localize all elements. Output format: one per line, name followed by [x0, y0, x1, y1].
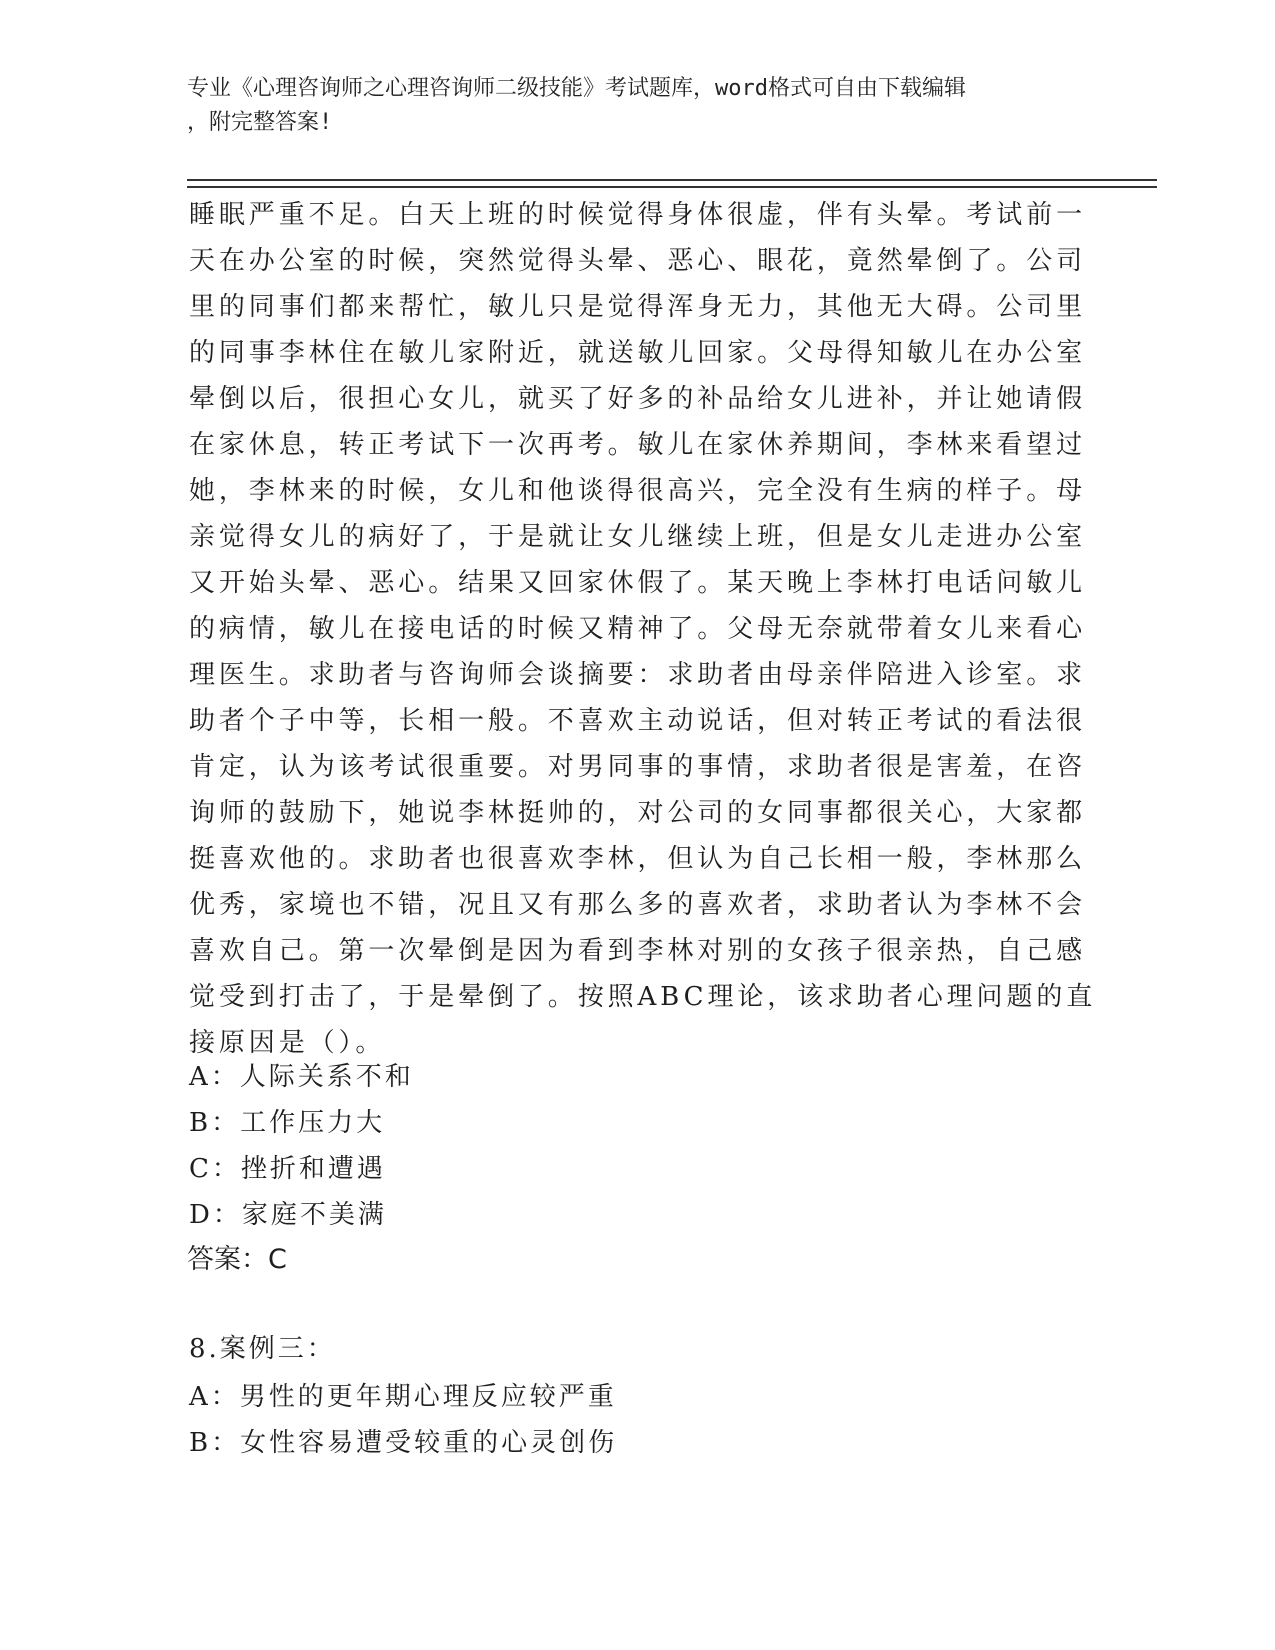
passage-line: 她，李林来的时候，女儿和他谈得很高兴，完全没有生病的样子。母	[189, 476, 1087, 506]
option-a: A：人际关系不和	[189, 1062, 414, 1092]
passage-line: 天在办公室的时候，突然觉得头晕、恶心、眼花，竟然晕倒了。公司	[189, 246, 1087, 276]
question-7-passage	[189, 192, 1097, 1066]
option-a: A：男性的更年期心理反应较严重	[189, 1382, 617, 1412]
passage-line: 接原因是（）。	[189, 1028, 386, 1058]
passage-line: 询师的鼓励下，她说李林挺帅的，对公司的女同事都很关心，大家都	[189, 798, 1087, 828]
header-divider-top	[187, 179, 1157, 181]
header-line-2: ，附完整答案!	[187, 110, 333, 135]
passage-line: 喜欢自己。第一次晕倒是因为看到李林对别的女孩子很亲热，自己感	[189, 936, 1087, 966]
passage-line: 又开始头晕、恶心。结果又回家休假了。某天晚上李林打电话问敏儿	[189, 568, 1087, 598]
passage-line: 挺喜欢他的。求助者也很喜欢李林，但认为自己长相一般，李林那么	[189, 844, 1087, 874]
passage-line: 亲觉得女儿的病好了，于是就让女儿继续上班，但是女儿走进办公室	[189, 522, 1087, 552]
passage-line: 觉受到打击了，于是晕倒了。按照ABC理论，该求助者心理问题的直	[189, 982, 1097, 1012]
passage-line: 晕倒以后，很担心女儿，就买了好多的补品给女儿进补，并让她请假	[189, 384, 1087, 414]
option-d: D：家庭不美满	[189, 1200, 387, 1230]
header-line-1: 专业《心理咨询师之心理咨询师二级技能》考试题库，word格式可自由下载编辑	[187, 76, 966, 101]
passage-line: 的病情，敏儿在接电话的时候又精神了。父母无奈就带着女儿来看心	[189, 614, 1087, 644]
option-b: B：工作压力大	[189, 1108, 386, 1138]
passage-line: 肯定，认为该考试很重要。对男同事的事情，求助者很是害羞，在咨	[189, 752, 1087, 782]
question-7-options	[189, 1054, 1069, 1238]
passage-line: 在家休息，转正考试下一次再考。敏儿在家休养期间，李林来看望过	[189, 430, 1087, 460]
option-c: C：挫折和遭遇	[189, 1154, 386, 1184]
question-8-title: 8.案例三：	[189, 1334, 336, 1364]
passage-line: 助者个子中等，长相一般。不喜欢主动说话，但对转正考试的看法很	[189, 706, 1087, 736]
document-header	[187, 72, 1067, 140]
passage-line: 睡眠严重不足。白天上班的时候觉得身体很虚，伴有头晕。考试前一	[189, 200, 1087, 230]
header-divider-bottom	[187, 186, 1157, 188]
option-b: B：女性容易遭受较重的心灵创伤	[189, 1428, 618, 1458]
passage-line: 优秀，家境也不错，况且又有那么多的喜欢者，求助者认为李林不会	[189, 890, 1087, 920]
question-7-answer: 答案：C	[187, 1244, 287, 1275]
passage-line: 里的同事们都来帮忙，敏儿只是觉得浑身无力，其他无大碍。公司里	[189, 292, 1087, 322]
passage-line: 理医生。求助者与咨询师会谈摘要：求助者由母亲伴陪进入诊室。求	[189, 660, 1087, 690]
question-8-options	[189, 1374, 1069, 1466]
passage-line: 的同事李林住在敏儿家附近，就送敏儿回家。父母得知敏儿在办公室	[189, 338, 1087, 368]
